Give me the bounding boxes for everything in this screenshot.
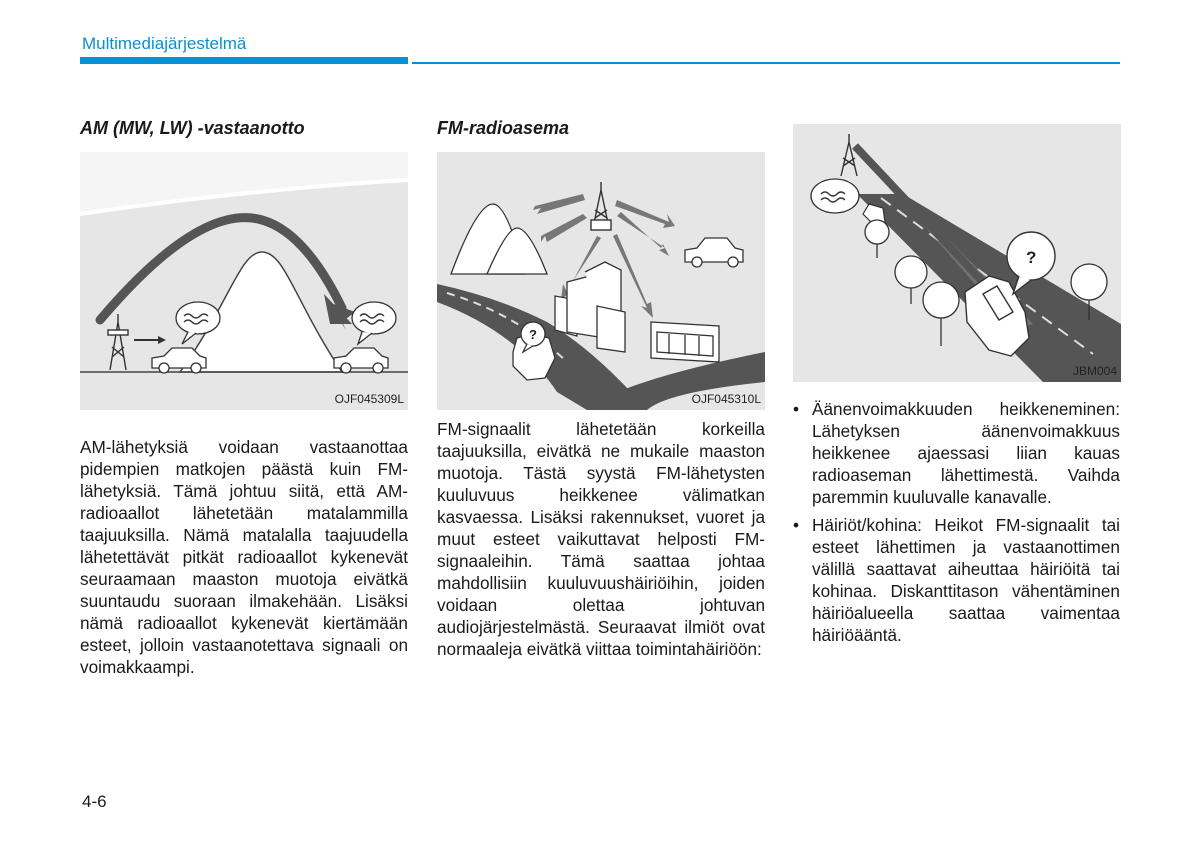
am-heading: AM (MW, LW) -vastaanotto — [80, 118, 305, 138]
list-item: • Häiriöt/kohina: Heikot FM-signaalit tai esteet lähettimen ja vastaanottimen välillä saattavat aiheuttaa häiriöitä tai kohinaa. Diskanttitason vähentäminen häiriöalueella saattaa vaimentaa häiriöääntä. — [793, 515, 1120, 645]
header-rule — [412, 62, 1120, 64]
question-mark: ? — [529, 327, 537, 342]
page-number: 4-6 — [82, 792, 107, 811]
figure-code: OJF045310L — [691, 392, 761, 406]
bullet-glyph: • — [793, 515, 800, 535]
question-mark: ? — [1026, 248, 1037, 267]
bridge-icon — [651, 322, 719, 362]
mountain-icon — [451, 204, 547, 274]
sound-bubble-icon — [811, 179, 859, 213]
fm-heading: FM-radioasema — [437, 118, 570, 138]
am-body-text: AM-lähetyksiä voidaan vastaanottaa pidempien matkojen päästä kuin FM-lähetyksiä. Tämä johtuu siitä, että AM-radioaallot lähetetään matalammilla taajuuksilla. Nämä matalalla taajuudella lähetettävät pitkät radioaallot kykenevät seuraamaan maaston muotoja eivätkä suuntaudu suoraan ilmakehään. Lisäksi nämä radioaallot kykenevät kiertämään esteet, jolloin vastaanotettava signaali on voimakkaampi. — [80, 437, 408, 677]
car-icon — [334, 348, 388, 373]
effects-list — [793, 398, 1120, 652]
radio-tower-icon — [108, 314, 128, 370]
figure-code: JBM004 — [1072, 364, 1117, 378]
figure-code: OJF045309L — [334, 392, 404, 406]
am-figure — [80, 152, 408, 410]
car-icon — [685, 238, 743, 267]
radio-tower-icon — [841, 134, 857, 176]
bullet-glyph: • — [793, 399, 800, 419]
list-item: • Äänenvoimakkuuden heikkeneminen: Lähetyksen äänenvoimakkuus heikkenee ajaessasi liian kauas radioaseman lähettimestä. Vaihda paremmin kuuluvalle kanavalle. — [793, 399, 1120, 507]
fm-figure — [437, 152, 765, 410]
radio-tower-icon — [591, 182, 611, 230]
header-accent-bar — [80, 57, 408, 64]
sound-bubble-icon — [352, 302, 396, 344]
interference-figure — [793, 124, 1121, 382]
section-header-title: Multimediajärjestelmä — [82, 34, 247, 53]
fm-body-text: FM-signaalit lähetetään korkeilla taajuuksilla, eivätkä ne mukaile maaston muotoja. Tästä syystä FM-lähetysten kuuluvuus heikkenee välimatkan kasvaessa. Lisäksi rakennukset, vuoret ja muut esteet vaikuttavat helposti FM-signaaleihin. Tämä saattaa johtaa mahdollisiin kuuluvuushäiriöihin, joiden voidaan olettaa johtuvan audiojärjestelmästä. Seuraavat ilmiöt ovat normaaleja eivätkä viittaa toimintahäiriöön: — [437, 419, 765, 659]
